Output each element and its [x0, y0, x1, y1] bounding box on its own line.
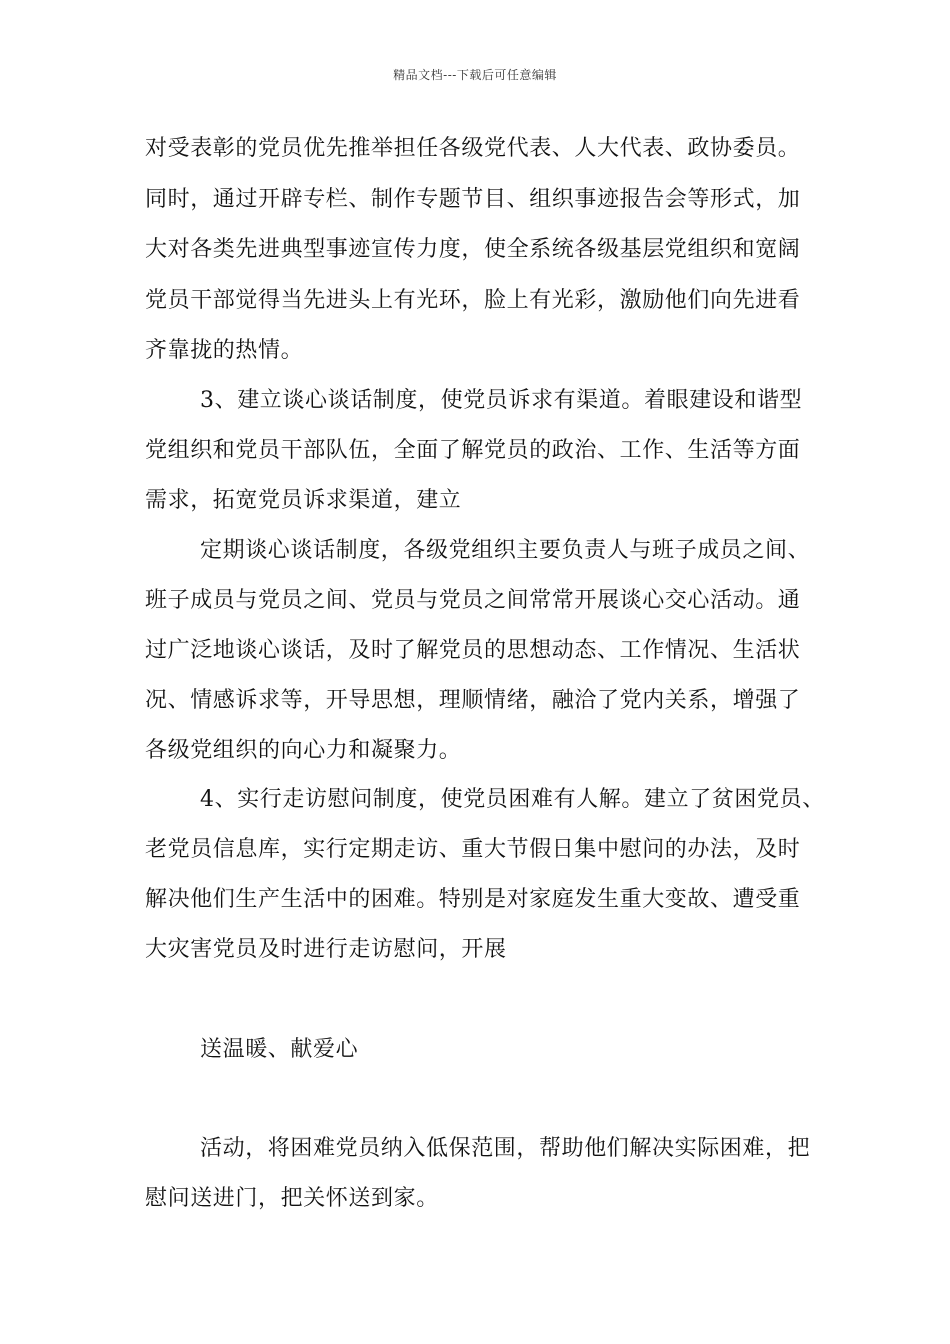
body-text-line: 4、实行走访慰问制度，使党员困难有人解。建立了贫困党员、: [200, 787, 825, 812]
body-text-line: 过广泛地谈心谈话，及时了解党员的思想动态、工作情况、生活状: [145, 638, 801, 663]
body-text-line: 3、建立谈心谈话制度，使党员诉求有渠道。着眼建设和谐型: [200, 388, 803, 413]
body-text-line: 需求，拓宽党员诉求渠道，建立: [145, 488, 462, 513]
body-text-line: 班子成员与党员之间、党员与党员之间常常开展谈心交心活动。通: [145, 588, 801, 613]
body-text-line: 送温暖、献爱心: [200, 1037, 359, 1062]
body-text-line: 解决他们生产生活中的困难。特别是对家庭发生重大变故、遭受重: [145, 887, 801, 912]
body-text-line: 大对各类先进典型事迹宣传力度，使全系统各级基层党组织和宽阔: [145, 237, 801, 262]
body-text-line: 党组织和党员干部队伍，全面了解党员的政治、工作、生活等方面: [145, 438, 801, 463]
body-text-line: 对受表彰的党员优先推举担任各级党代表、人大代表、政协委员。: [145, 136, 801, 161]
body-text-line: 慰问送进门，把关怀送到家。: [145, 1186, 439, 1211]
body-text-line: 党员干部觉得当先进头上有光环，脸上有光彩，激励他们向先进看: [145, 288, 801, 313]
body-text-line: 况、情感诉求等，开导思想，理顺情绪，融洽了党内关系，增强了: [145, 688, 801, 713]
body-text-line: 定期谈心谈话制度，各级党组织主要负责人与班子成员之间、: [200, 538, 811, 563]
page-header: 精品文档---下载后可任意编辑: [393, 68, 557, 82]
body-text-line: 各级党组织的向心力和凝聚力。: [145, 738, 462, 763]
body-text-line: 老党员信息库，实行定期走访、重大节假日集中慰问的办法，及时: [145, 837, 801, 862]
body-text-line: 同时，通过开辟专栏、制作专题节目、组织事迹报告会等形式，加: [145, 187, 801, 212]
body-text-line: 大灾害党员及时进行走访慰问，开展: [145, 937, 507, 962]
body-text-line: 活动，将困难党员纳入低保范围，帮助他们解决实际困难，把: [200, 1136, 811, 1161]
body-text-line: 齐靠拢的热情。: [145, 338, 304, 363]
